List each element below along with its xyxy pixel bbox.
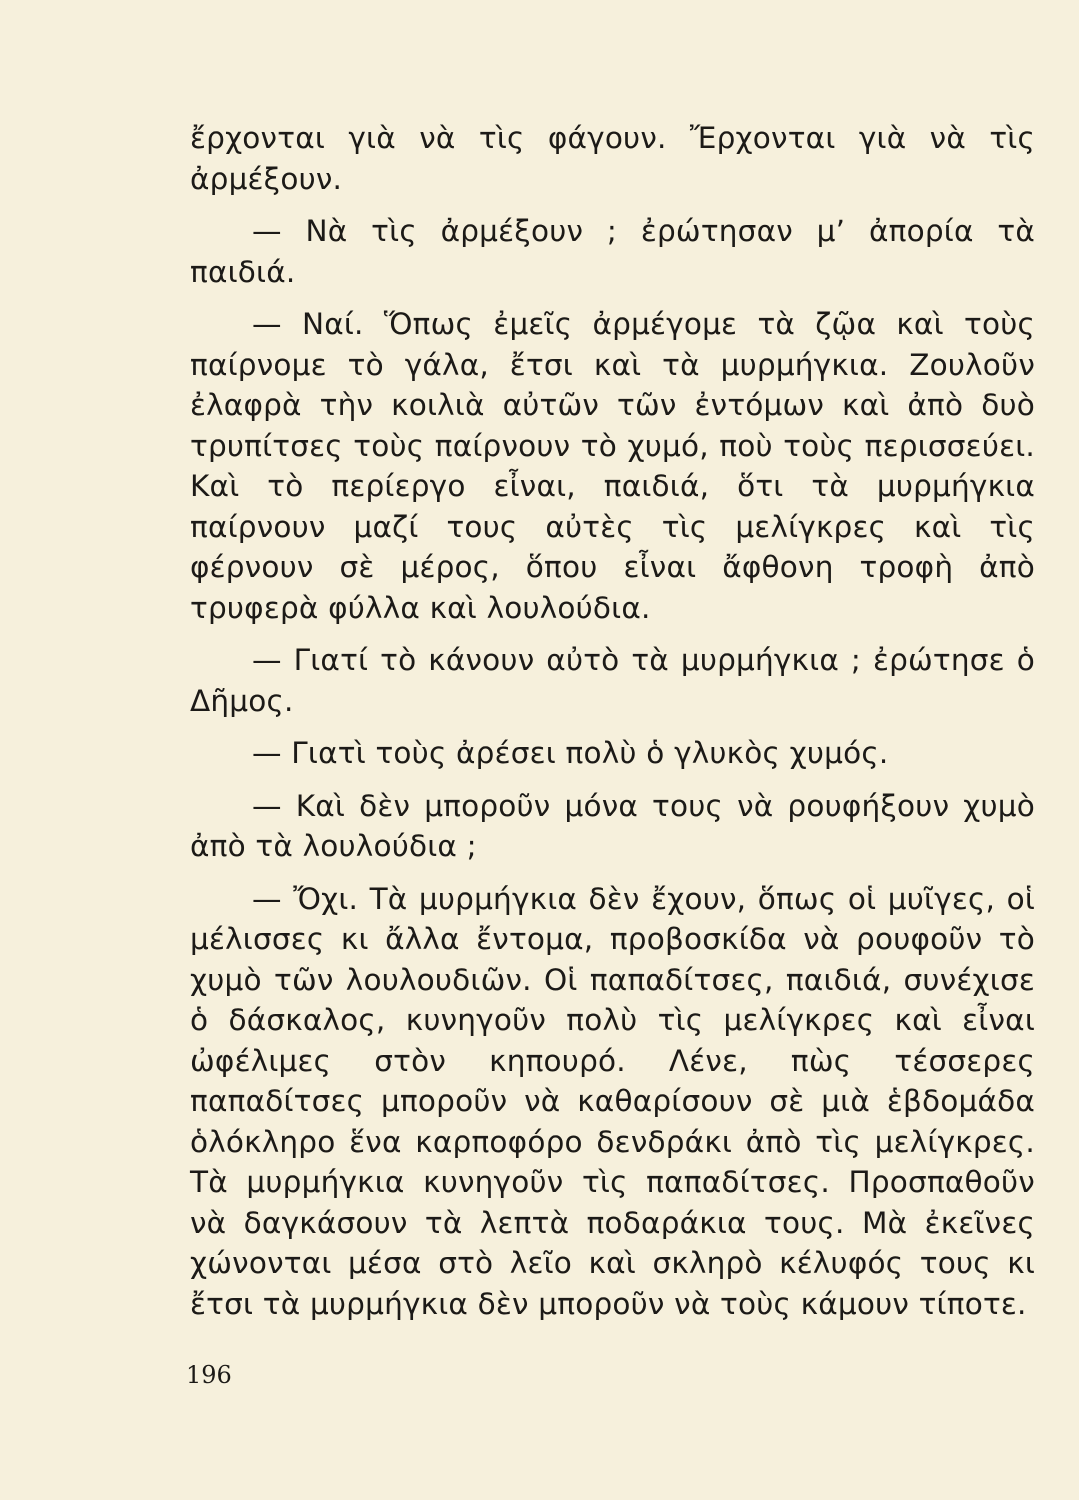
paragraph-dialogue: — Γιατὶ τοὺς ἀρέσει πολὺ ὁ γλυκὸς χυμός.	[252, 736, 889, 770]
paragraph-dialogue: — Ὄχι. Τὰ μυρμήγκια δὲν ἔχουν, ὅπως οἱ μυῖγες, οἱ μέλισσες κι ἄλλα ἔντομα, προβοσκίδα νὰ ρουφοῦν τὸ χυμὸ τῶν λουλουδιῶν. Οἱ παπαδίτσες, παιδιά, συνέχισε ὁ δάσκαλος, κυνηγοῦν πολὺ τὶς μελίγκρες καὶ εἶναι ὠφέλιμες στὸν κηπουρό. Λένε, πὼς τέσσερες παπαδίτσες μποροῦν νὰ καθαρίσουν σὲ μιὰ ἑβδομάδα ὁλόκληρο ἕνα καρποφόρο δενδράκι ἀπὸ τὶς μελίγκρες. Τὰ μυρμήγκια κυνηγοῦν τὶς παπαδίτσες. Προσπαθοῦν νὰ δαγκάσουν τὰ λεπτὰ ποδαράκια τους. Μὰ ἐκεῖνες χώνονται μέσα στὸ λεῖο καὶ σκληρὸ κέλυφός τους κι ἔτσι τὰ μυρμήγκια δὲν μποροῦν νὰ τοὺς κάμουν τίποτε.	[190, 881, 1035, 1321]
paragraph-continuation: ἔρχονται γιὰ νὰ τὶς φάγουν. Ἔρχονται γιὰ νὰ τὶς ἀρμέξουν.	[190, 121, 1035, 196]
paragraph-dialogue: — Γιατί τὸ κάνουν αὐτὸ τὰ μυρμήγκια ; ἐρώτησε ὁ Δῆμος.	[190, 643, 1035, 718]
page-number: 196	[186, 1361, 232, 1389]
paragraph-dialogue: — Ναί. Ὅπως ἐμεῖς ἀρμέγομε τὰ ζῷα καὶ τοὺς παίρνομε τὸ γάλα, ἔτσι καὶ τὰ μυρμήγκια. Ζουλοῦν ἐλαφρὰ τὴν κοιλιὰ αὐτῶν τῶν ἐντόμων καὶ ἀπὸ δυὸ τρυπίτσες τοὺς παίρνουν τὸ χυμό, ποὺ τοὺς περισσεύει. Καὶ τὸ περίεργο εἶναι, παιδιά, ὅτι τὰ μυρμήγκια παίρνουν μαζί τους αὐτὲς τὶς μελίγκρες καὶ τὶς φέρνουν σὲ μέρος, ὅπου εἶναι ἄφθονη τροφὴ ἀπὸ τρυφερὰ φύλλα καὶ λουλούδια.	[190, 307, 1035, 625]
body-text	[190, 118, 1035, 1324]
paragraph-dialogue: — Νὰ τὶς ἀρμέξουν ; ἐρώτησαν μ’ ἀπορία τὰ παιδιά.	[190, 214, 1035, 289]
paragraph-dialogue: — Καὶ δὲν μποροῦν μόνα τους νὰ ρουφήξουν χυμὸ ἀπὸ τὰ λουλούδια ;	[190, 788, 1035, 863]
